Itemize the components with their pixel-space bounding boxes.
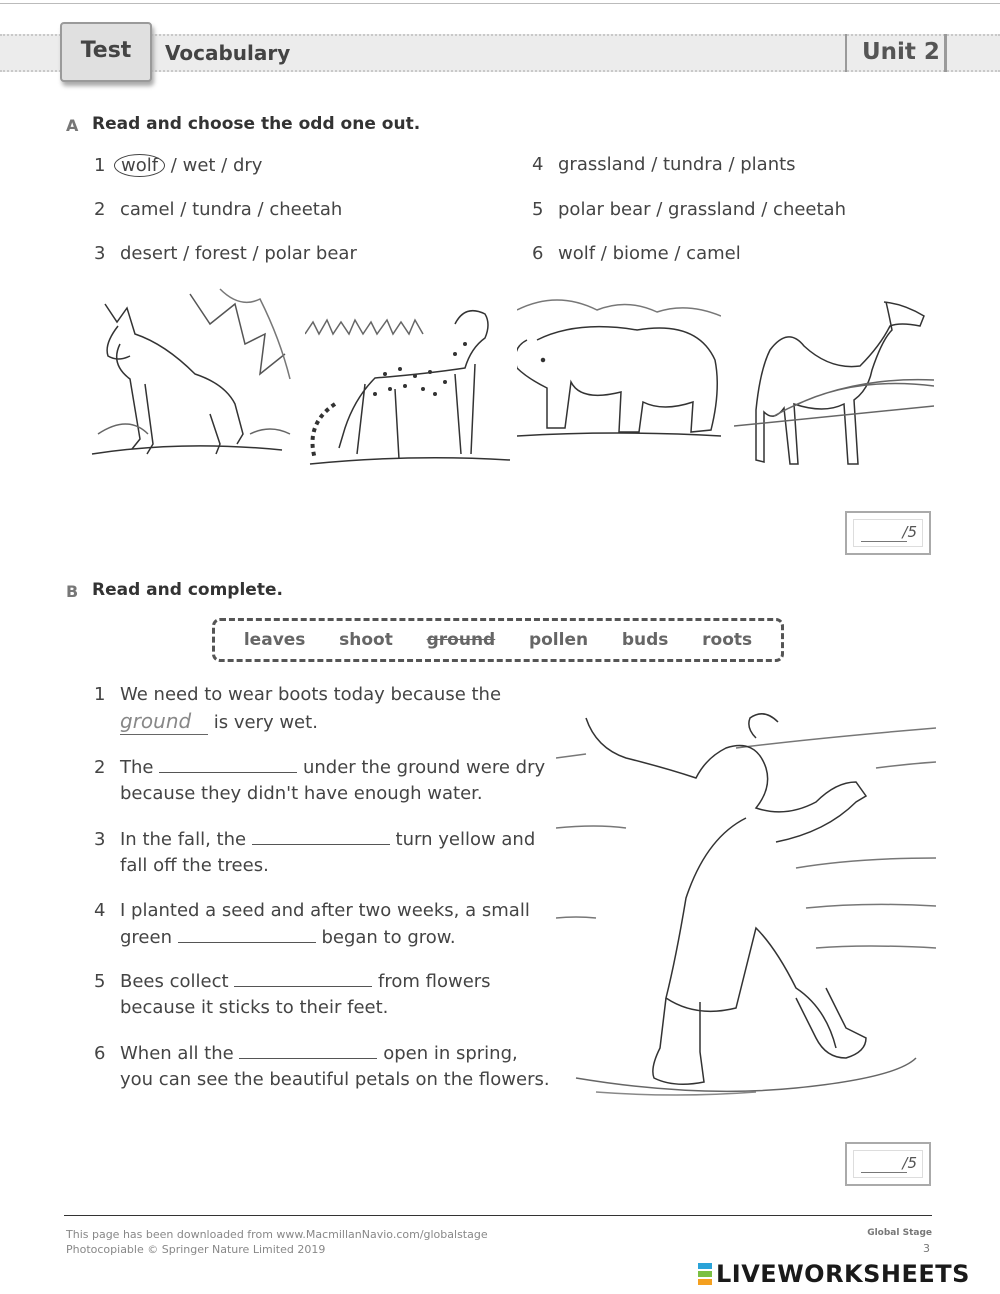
question-b4: 4 I planted a seed and after two weeks, a small green began to grow. [94, 900, 530, 948]
answer-blank[interactable] [239, 1040, 377, 1059]
camel-illustration [734, 296, 934, 470]
score-label: /5 [902, 523, 917, 541]
word-bank [212, 618, 784, 662]
test-tab-label: Test [80, 38, 132, 63]
question-a6[interactable]: 6 wolf / biome / camel [532, 243, 741, 264]
polar-bear-illustration [517, 290, 721, 440]
top-rule [0, 3, 1000, 4]
unit-label: Unit 2 [862, 39, 940, 65]
liveworksheets-icon [698, 1263, 712, 1285]
question-b3: 3 In the fall, the turn yellow and fall off the trees. [94, 826, 535, 879]
section-a-score-box[interactable] [845, 511, 931, 555]
footer-source: This page has been downloaded from www.MacmillanNavio.com/globalstage [66, 1228, 488, 1241]
unit-divider [845, 34, 847, 72]
question-a2[interactable]: 2 camel / tundra / cheetah [94, 199, 343, 220]
section-b-instruction: Read and complete. [92, 580, 283, 600]
score-label: /5 [902, 1154, 917, 1172]
brand-label: Global Stage [867, 1228, 932, 1238]
word-bank-item-crossed: ground [426, 630, 496, 650]
question-b2: 2 The under the ground were dry because they didn't have enough water. [94, 754, 545, 807]
cheetah-illustration [305, 294, 511, 470]
word-bank-item: roots [702, 630, 753, 650]
boy-puddle-illustration [556, 708, 936, 1100]
question-b6: 6 When all the open in spring, you can see the beautiful petals on the flowers. [94, 1040, 550, 1093]
unit-divider-right [944, 34, 947, 72]
footer-rule [64, 1215, 932, 1216]
answer-blank[interactable] [252, 826, 390, 845]
word-bank-item: shoot [339, 630, 393, 650]
answer-blank[interactable] [178, 924, 316, 943]
word-bank-item: pollen [528, 630, 589, 650]
answer-blank[interactable] [159, 754, 297, 773]
answer-blank[interactable] [234, 968, 372, 987]
question-a3[interactable]: 3 desert / forest / polar bear [94, 243, 357, 264]
section-a-instruction: Read and choose the odd one out. [92, 114, 421, 134]
section-a-letter: A [66, 116, 79, 135]
page-number: 3 [923, 1242, 930, 1255]
wolf-illustration [90, 284, 296, 468]
section-b-letter: B [66, 582, 79, 601]
question-a4[interactable]: 4 grassland / tundra / plants [532, 154, 796, 175]
liveworksheets-logo: LIVEWORKSHEETS [698, 1260, 970, 1288]
footer-copyright: Photocopiable © Springer Nature Limited 2019 [66, 1243, 326, 1256]
page-title: Vocabulary [165, 41, 291, 65]
question-a1[interactable]: 1 wolf / wet / dry [94, 155, 263, 176]
question-b1: 1 We need to wear boots today because the ground is very wet. [94, 684, 502, 733]
word-bank-item: leaves [243, 630, 306, 650]
word-bank-item: buds [621, 630, 669, 650]
question-b5: 5 Bees collect from flowers because it sticks to their feet. [94, 968, 491, 1021]
question-a5[interactable]: 5 polar bear / grassland / cheetah [532, 199, 846, 220]
section-b-score-box[interactable] [845, 1142, 931, 1186]
circled-answer: wolf [114, 154, 165, 177]
example-answer: ground [120, 708, 208, 735]
global-stage-badge [862, 1226, 932, 1256]
